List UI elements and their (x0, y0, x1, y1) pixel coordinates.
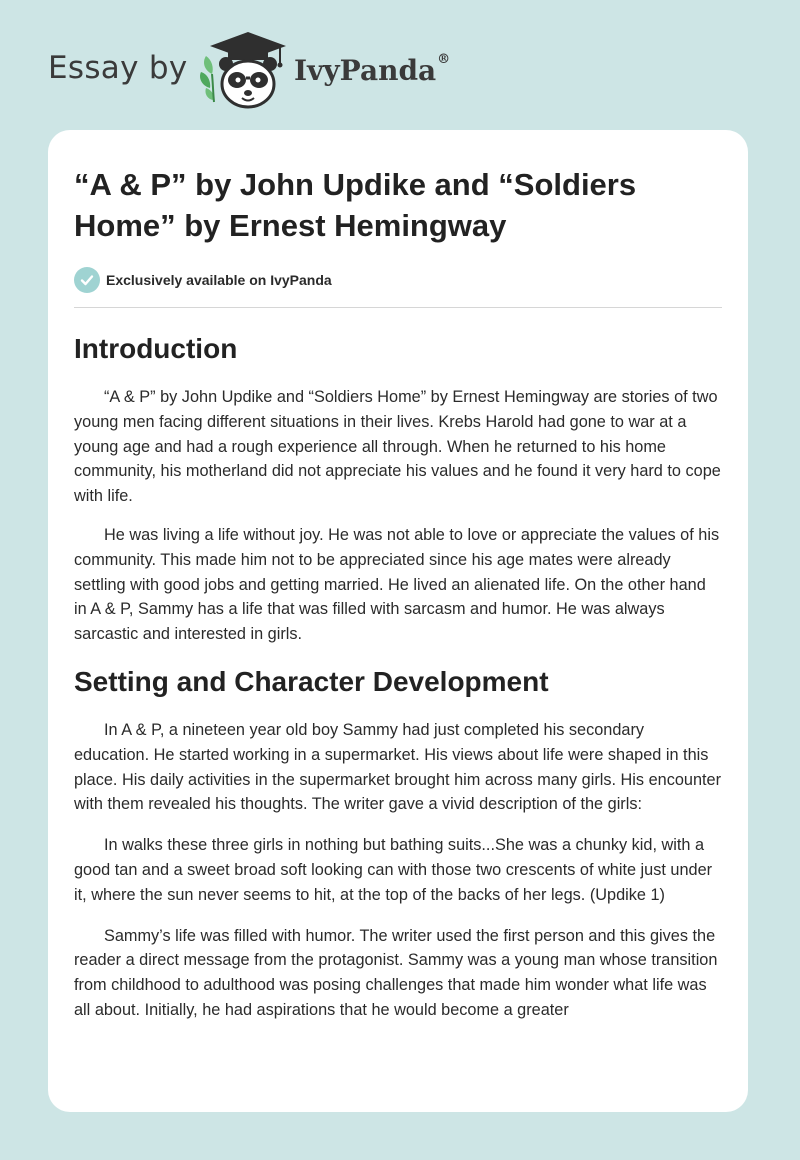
essay-by-label: Essay by (48, 50, 188, 86)
divider (74, 307, 722, 308)
exclusive-text: Exclusively available on IvyPanda (106, 272, 332, 288)
paragraph: Sammy’s life was filled with humor. The writer used the first person and this gives the reader a direct message from the protagonist. Sammy was a young man whose transition from childhood to adulthood was posing challenges that made him wonder what life was all about. Initially, he had aspirations that he would become a greater (74, 926, 718, 1019)
section-heading-setting: Setting and Character Development (74, 665, 549, 697)
brand-name[interactable]: IvyPanda® (294, 52, 451, 87)
panda-graduate-logo-icon[interactable] (198, 30, 290, 110)
check-icon (74, 267, 100, 293)
page-title: “A & P” by John Updike and “Soldiers Home” by Ernest Hemingway (74, 167, 637, 243)
site-header (48, 30, 508, 110)
paragraph: “A & P” by John Updike and “Soldiers Home” by Ernest Hemingway are stories of two young men facing different situations in their lives. Krebs Harold had gone to war at a young age and had a rough experience all through. When he returned to his home community, his motherland did not appreciate his values and he found it very hard to cope with life. (74, 388, 721, 506)
paragraph: In A & P, a nineteen year old boy Sammy had just completed his secondary education. He started working in a supermarket. His views about life were shaped in this place. His daily activities in the supermarket brought him across many girls. His encounter with them revealed his thoughts. The writer gave a vivid description of the girls: (74, 720, 721, 814)
essay-card (48, 130, 748, 1112)
registered-mark: ® (437, 52, 451, 67)
section-heading-introduction: Introduction (74, 333, 238, 364)
exclusive-badge (74, 267, 722, 293)
paragraph: He was living a life without joy. He was not able to love or appreciate the values of his community. This made him not to be appreciated since his age mates were already settling with good jobs and getting married. He lived an alienated life. On the other hand in A & P, Sammy has a life that was filled with sarcasm and humor. He was always sarcastic and interested in girls. (74, 525, 720, 644)
block-quote: In walks these three girls in nothing but bathing suits...She was a chunky kid, with a good tan and a sweet broad soft looking can with those two crescents of white just under it, where the sun never seems to hit, at the top of the backs of her legs. (Updike 1) (74, 836, 713, 904)
